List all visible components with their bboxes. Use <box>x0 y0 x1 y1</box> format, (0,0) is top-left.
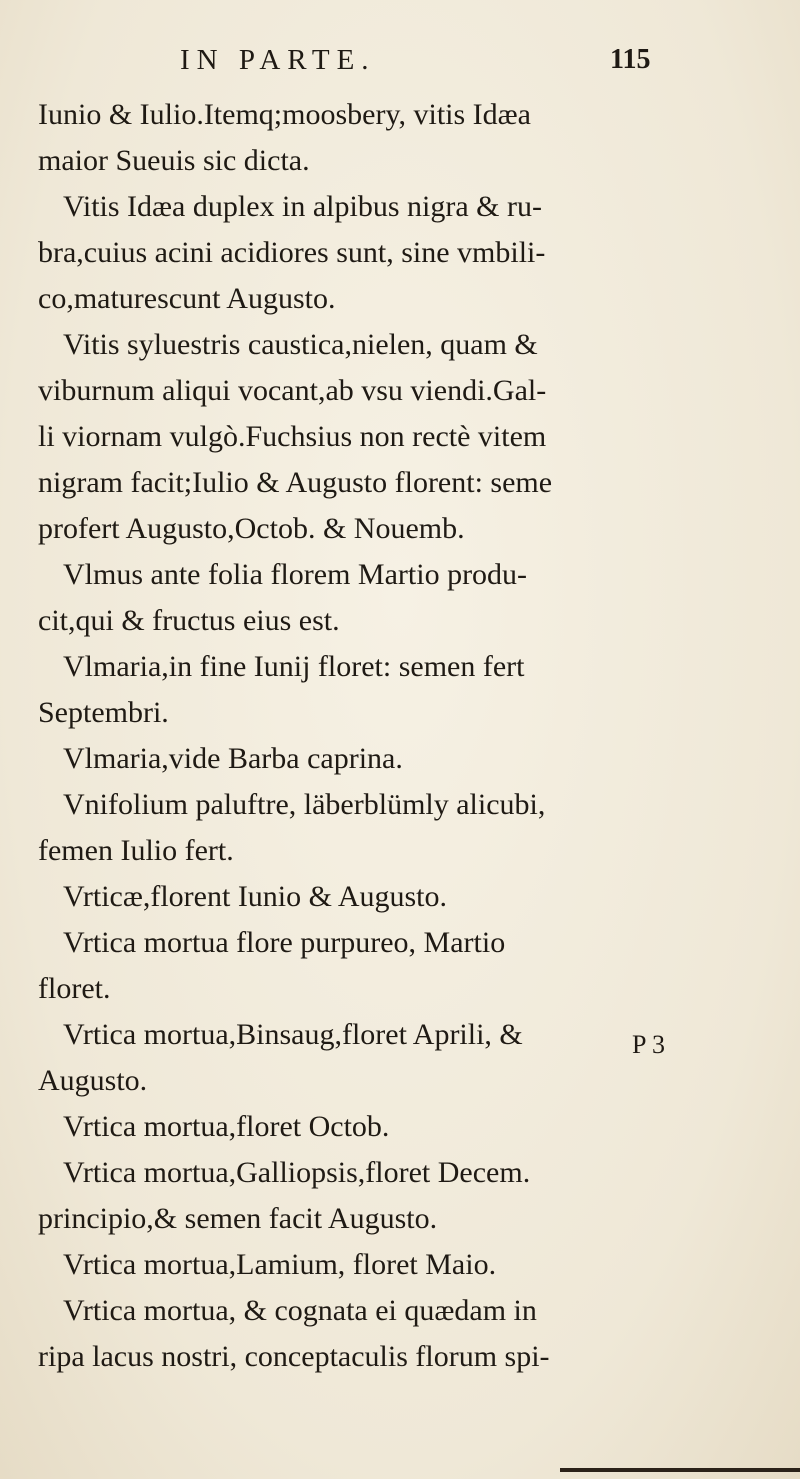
text-line: Vlmaria,vide Barba caprina. <box>63 742 403 775</box>
text-line: co,maturescunt Augusto. <box>38 282 336 315</box>
text-line: Septembri. <box>38 696 169 729</box>
text-line: bra,cuius acini acidiores sunt, sine vmbili- <box>38 236 546 269</box>
signature-mark: P 3 <box>632 1030 665 1059</box>
page-number: 115 <box>610 44 651 75</box>
text-line: Vnifolium paluftre, läberblümly alicubi, <box>63 788 546 821</box>
text-line: profert Augusto,Octob. & Nouemb. <box>38 512 465 545</box>
bottom-edge-shadow <box>560 1468 800 1472</box>
text-line: Vitis syluestris caustica,nielen, quam & <box>63 328 538 361</box>
text-line: femen Iulio fert. <box>38 834 234 867</box>
text-line: cit,qui & fructus eius est. <box>38 604 340 637</box>
text-line: Vitis Idæa duplex in alpibus nigra & ru- <box>63 190 542 223</box>
text-line: viburnum aliqui vocant,ab vsu viendi.Gal- <box>38 374 547 407</box>
text-line: Vrticæ,florent Iunio & Augusto. <box>63 880 447 913</box>
text-line: li viornam vulgò.Fuchsius non rectè vitem <box>38 420 547 453</box>
text-line: ripa lacus nostri, conceptaculis florum spi- <box>38 1340 550 1373</box>
running-head: IN PARTE. <box>180 44 376 76</box>
text-line: Vrtica mortua,Lamium, floret Maio. <box>63 1248 497 1281</box>
text-line: Iunio & Iulio.Itemq;moosbery, vitis Idæa <box>38 98 531 131</box>
text-line: Vrtica mortua,floret Octob. <box>63 1110 390 1143</box>
text-line: Vrtica mortua,Galliopsis,floret Decem. <box>63 1156 531 1189</box>
page-header <box>180 44 740 84</box>
text-line: maior Sueuis sic dicta. <box>38 144 310 177</box>
text-line: Vrtica mortua flore purpureo, Martio <box>63 926 506 959</box>
text-line: Vlmaria,in fine Iunij floret: semen fert <box>63 650 525 683</box>
text-line: Vrtica mortua, & cognata ei quædam in <box>63 1294 537 1327</box>
text-line: Vlmus ante folia florem Martio produ- <box>63 558 528 591</box>
body-text <box>38 92 768 1380</box>
text-line: Augusto. <box>38 1064 148 1097</box>
text-line: floret. <box>38 972 111 1005</box>
text-line: principio,& semen facit Augusto. <box>38 1202 438 1235</box>
text-line: nigram facit;Iulio & Augusto florent: seme <box>38 466 553 499</box>
text-line: Vrtica mortua,Binsaug,floret Aprili, & <box>63 1018 523 1051</box>
